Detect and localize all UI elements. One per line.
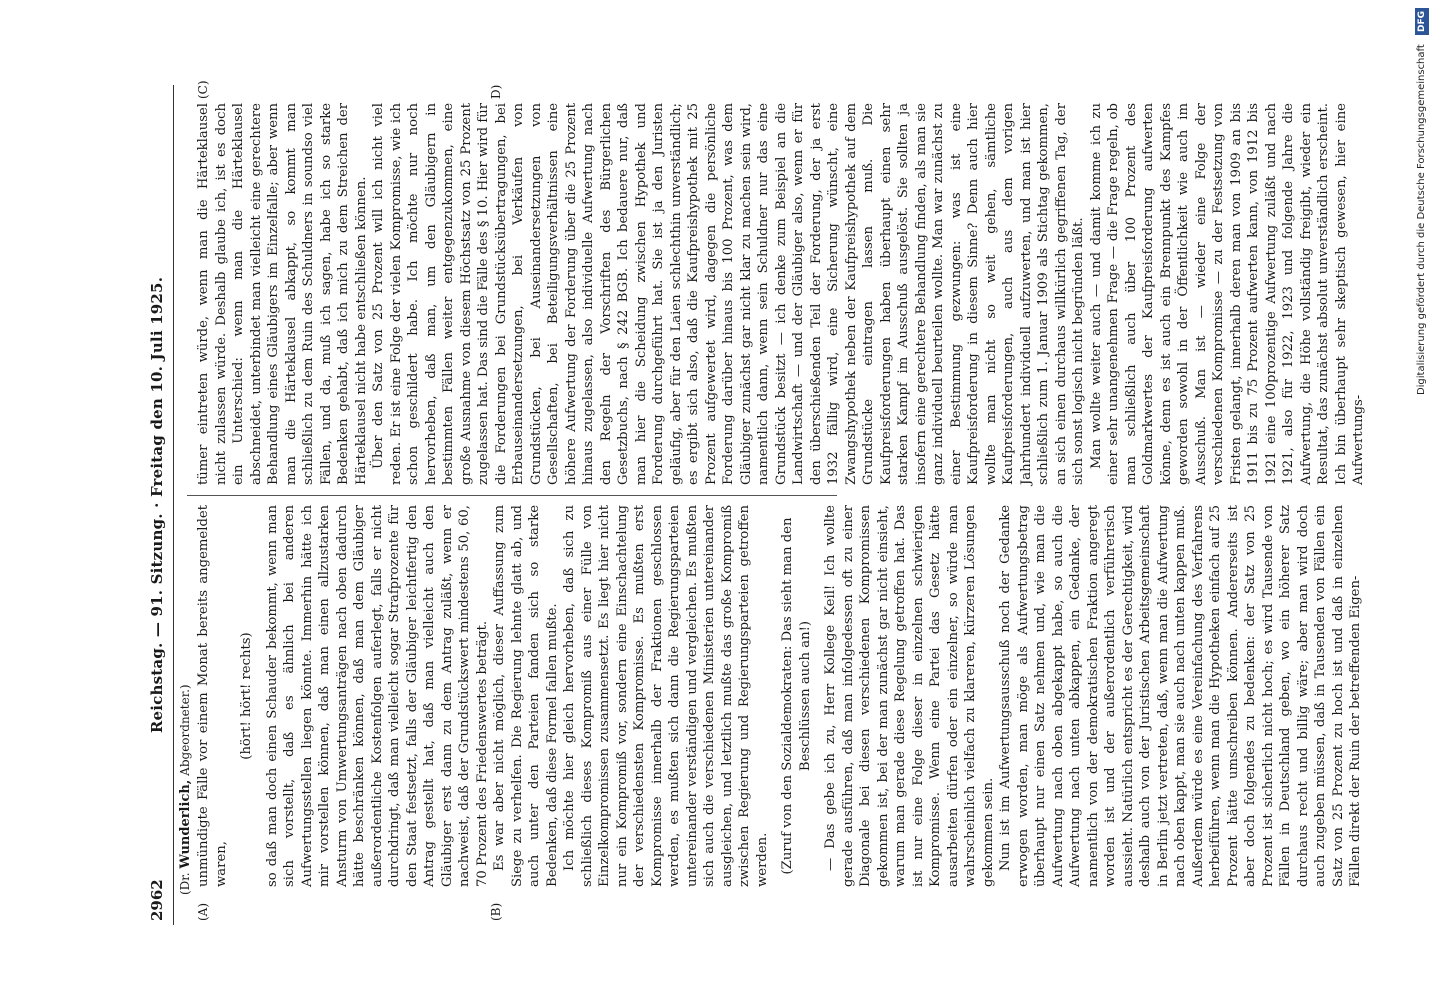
page-number: 2962 [148,879,166,921]
page-header [143,85,174,925]
rotated-page-content [143,80,1366,925]
speaker-role: Abgeordneter.) [178,684,192,776]
page-title: Reichstag. — 91. Sitzung. · Freitag den 10. Juli 1925. [148,276,166,734]
paragraph: unmündigte Fälle vor einem Monat bereits angemeldet waren, [196,505,229,887]
paragraph: Ich möchte hier gleich hervorheben, daß sich zu schließlich dieses Kompromiß aus einer Fülle von Einzelkompromissen zusammensetzt. Es liegt hier nicht nur ein Kompromiß vor, sondern eine Einschachtelung der verschiedensten Kompromisse. Es mußten erst Kompromisse innerhalb der Fraktionen geschlossen werden, es mußten sich dann die Regierungsparteien untereinander verständigen und vergleichen. Es mußten sich auch die verschiedenen Ministerien untereinander ausgleichen, und letztlich mußte das große Kompromiß zwischen Regierung und Regierungsparteien getroffen werden. [562,505,770,887]
speaker-name: Wunderlich, [178,779,193,869]
paragraph: so daß man doch einen Schauder bekommt, wenn man sich vorstellt, daß es ähnlich bei anderen Aufwertungsstellen liegen könnte. Immerhin hätte ich mir vorstellen können, daß man einen allzustarken Ansturm von Umwertungsanträgen nach oben dadurch hätte beschränken können, daß man dem Gläubiger außerordentliche Kostenfolgen auferlegt, falls er nicht durchdringt, daß man vielleicht sogar Strafprozente für den Staat festsetzt, falls der Gläubiger leichtfertig den Antrag gestellt hat, daß man vielleicht auch den Gläubiger erst dann zu dem Antrag zuläßt, wenn er nachweist, daß der Grundstückswert mindestens 50, 60, 70 Prozent des Friedenswertes beträgt. [264,505,490,887]
credit-text: Digitalisierung gefördert durch die Deutsche Forschungsgemeinschaft [1416,44,1427,396]
paragraph: Es war aber nicht möglich, dieser Auffassung zum Siege zu verhelfen. Die Regierung lehnte glatt ab, und auch unter den Parteien fanden sich so starke Bedenken, daß diese Formel fallen mußte. [492,505,560,887]
margin-marker-a: (A) [196,902,210,921]
paragraph: Nun ist im Aufwertungsausschuß noch der Gedanke erwogen worden, man möge als Aufwertungsbetrag überhaupt nur einen Satz nehmen und, wie man die Aufwertung nach oben abgekappt habe, so auch die Aufwertung nach unten abkappen, ein Gedanke, der namentlich von der demokratischen Fraktion angeregt worden ist und der außerordentlich verführerisch aussieht. Natürlich entspricht es der Gerechtigkeit, wird deshalb auch von der Juristischen Arbeitsgemeinschaft in Berlin jetzt vertreten, daß, wenn man die Aufwertung nach oben kappt, man sie auch nach unten kappen muß. Außerdem würde es eine Vereinfachung des Verfahrens herbeiführen, wenn man die Hypotheken einfach auf 25 Prozent hätte umschreiben können. Andererseits ist aber doch folgendes zu bedenken: der Satz von 25 Prozent ist sicherlich nicht hoch; es wird Tausende von Fällen in Deutschland geben, wo ein höherer Satz durchaus recht und billig wäre; aber man wird doch auch zugeben müssen, daß in Tausenden von Fällen ein Satz von 25 Prozent zu hoch ist und daß in einzelnen Fällen direkt der Ruin der betreffenden Eigen- [998,505,1363,887]
margin-marker-c: (C) [196,80,210,99]
paragraph: Man wollte weiter auch — und damit komme ich zu einer sehr unangenehmen Frage — die Frage regeln, ob man schließlich auch über 100 Prozent des Goldmarkwertes der Kaufpreisforderung aufwerten könne, denn es ist auch ein Brennpunkt des Kampfes geworden sowohl in der Öffentlichkeit wie auch im Ausschuß. Man ist — wieder eine Folge der verschiedenen Kompromisse — zu der Festsetzung von Fristen gelangt, innerhalb deren man von 1909 an bis 1911 bis zu 75 Prozent aufwerten kann, von 1912 bis 1921 eine 100prozentige Aufwertung zuläßt und nach 1921, also für 1922, 1923 und folgende Jahre die Aufwertung, die Höhe vollständig freigibt, wieder ein Resultat, das zunächst absolut unverständlich erscheint. Ich bin überhaupt sehr skeptisch gewesen, hier eine Aufwertungs- [1088,103,1366,485]
interjection: (Zuruf von den Sozialdemokraten: Das sieht man den Beschlüssen auch an!) [780,517,813,875]
paragraph: Über den Satz von 25 Prozent will ich nicht viel reden. Er ist eine Folge der vielen Kompromisse, wie ich schon geschildert habe. Ich möchte nur noch hervorheben, daß man, um den Gläubigern in bestimmten Fällen weiter entgegenzukommen, eine große Ausnahme von diesem Höchstsatz von 25 Prozent zugelassen hat. Das sind die Fälle des § 10. Hier wird für die Forderungen bei Grundstücksübertragungen, bei Erbauseinandersetzungen, bei Verkäufen von Grundstücken, bei Auseinandersetzungen von Gesellschaften, bei Beteiligungsverhältnissen eine höhere Aufwertung der Forderung über die 25 Prozent hinaus zugelassen, also individuelle Aufwertung nach den Regeln der Vorschriften des Bürgerlichen Gesetzbuchs, nach § 242 BGB. Ich bedauere nur, daß man hier die Scheidung zwischen Hypothek und Forderung durchgeführt hat. Sie ist ja den Juristen geläufig, aber für den Laien schlechthin unverständlich; es ergibt sich also, daß die Kaufpreishypothek mit 25 Prozent aufgewertet wird, dagegen die persönliche Forderung darüber hinaus bis 100 Prozent, was dem Gläubiger zunächst gar nicht klar zu machen sein wird, namentlich dann, wenn sein Schuldner nur das eine Grundstück besitzt — ich denke zum Beispiel an die Landwirtschaft — und der Gläubiger also, wenn er für den überschießenden Teil der Forderung, der ja erst 1932 fällig wird, eine Sicherung wünscht, eine Zwangshypothek neben der Kaufpreishypothek auf dem Grundstücke eintragen lassen muß. Die Kaufpreisforderungen haben überhaupt einen sehr starken Kampf im Ausschuß ausgelöst. Sie sollten ja insofern eine gerechtere Behandlung finden, als man sie ganz individuell beurteilen wollte. Man war zunächst zu einer Bestimmung gezwungen: was ist eine Kaufpreisforderung in diesem Sinne? Denn auch hier wollte man nicht so weit gehen, sämtliche Kaufpreisforderungen, auch aus dem vorigen Jahrhundert individuell aufzuwerten, und man ist hier schließlich zum 1. Januar 1909 als Stichtag gekommen, an sich einen durchaus willkürlich gegriffenen Tag, der sich sonst logisch nicht begründen läßt. [371,103,1086,485]
left-column [195,505,1363,887]
margin-marker-b: (B) [489,902,503,921]
margin-marker-d: D) [489,84,503,99]
digitization-credit [1416,8,1430,994]
speaker-prefix: (Dr. [178,872,192,895]
dfg-logo: DFG [1415,8,1429,35]
column-divider [187,495,837,496]
paragraph: — Das gebe ich zu, Herr Kollege Keil! Ich wollte gerade ausführen, daß man infolgedessen oft zu einer Diagonale bei diesen verschiedenen Kompromissen gekommen ist, bei der man zunächst gar nicht einsieht, warum man gerade diese Regelung getroffen hat. Das ist nur eine Folge dieser in einzelnen schwierigen Kompromisse. Wenn eine Partei das Gesetz hätte ausarbeiten dürfen oder ein einzelner, so würde man wahrscheinlich vielfach zu klareren, kürzeren Lösungen gekommen sein. [823,505,996,887]
right-column [195,103,1366,485]
paragraph: tümer eintreten würde, wenn man die Härteklausel nicht zulassen würde. Deshalb glaube ich, ist es doch ein Unterschied: wenn man die Härteklausel abschneidet, unterbindet man vielleicht eine gerechtere Behandlung eines Gläubigers im Einzelfalle; aber wenn man die Härteklausel abkappt, so kommt man schließlich zu dem Ruin des Schuldners in soundso viel Fällen, und da, muß ich sagen, habe ich so starke Bedenken gehabt, daß ich mich zu dem Streichen der Härteklausel nicht habe entschließen können. [196,103,369,485]
interjection: (hört! hört! rechts) [239,632,254,760]
speaker-line [177,684,195,895]
